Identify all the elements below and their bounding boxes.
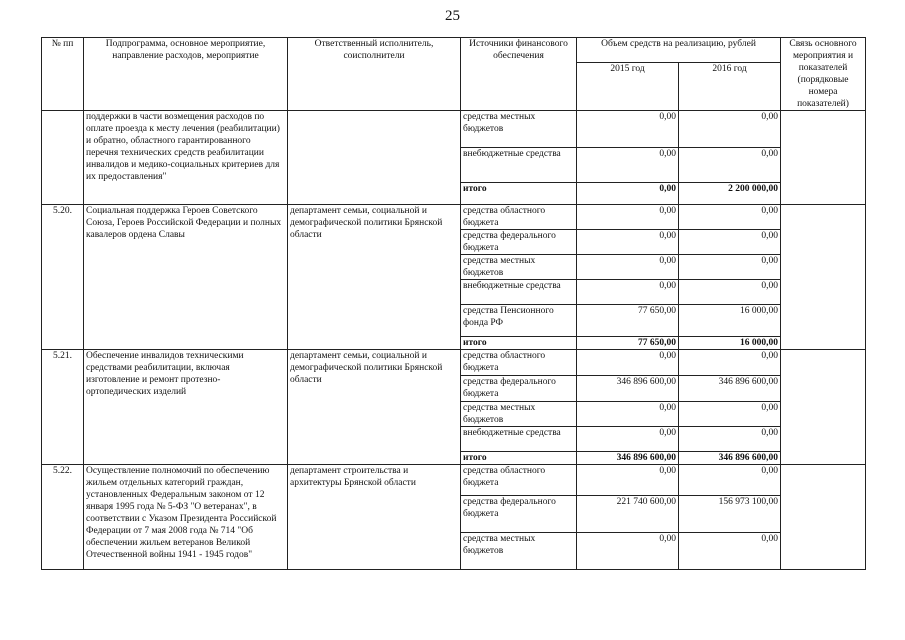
row-source: средства местных бюджетов: [461, 255, 577, 280]
table-row: [42, 205, 866, 230]
row-value-2015: 77 650,00: [577, 337, 679, 350]
row-program: Обеспечение инвалидов техническими средствами реабилитации, включая изготовление и ремонт протезно-ортопедических изделий: [84, 350, 288, 465]
row-source-total: итого: [461, 452, 577, 465]
row-value-2016: 0,00: [679, 255, 781, 280]
budget-table: [41, 37, 866, 570]
row-source: внебюджетные средства: [461, 427, 577, 452]
header-amount: Объем средств на реализацию, рублей: [577, 38, 781, 63]
header-num: № пп: [42, 38, 84, 111]
row-link: [781, 111, 866, 205]
row-source: средства местных бюджетов: [461, 402, 577, 427]
row-value-2016: 156 973 100,00: [679, 496, 781, 533]
row-value-2016: 0,00: [679, 111, 781, 148]
header-link: Связь основного мероприятия и показателей (порядковые номера показателей): [781, 38, 866, 111]
row-value-2015: 0,00: [577, 230, 679, 255]
row-value-2016: 0,00: [679, 465, 781, 496]
row-responsible: департамент семьи, социальной и демографической политики Брянской области: [288, 205, 461, 350]
row-source: средства местных бюджетов: [461, 111, 577, 148]
row-value-2016: 346 896 600,00: [679, 376, 781, 402]
row-value-2015: 0,00: [577, 255, 679, 280]
row-value-2016: 0,00: [679, 533, 781, 570]
row-source: средства Пенсионного фонда РФ: [461, 305, 577, 337]
row-responsible: департамент строительства и архитектуры Брянской области: [288, 465, 461, 570]
row-source: средства федерального бюджета: [461, 230, 577, 255]
row-value-2015: 0,00: [577, 350, 679, 376]
row-value-2015: 0,00: [577, 402, 679, 427]
table-row: [42, 350, 866, 376]
row-link: [781, 205, 866, 350]
row-value-2015: 0,00: [577, 427, 679, 452]
table-row: [42, 465, 866, 496]
row-responsible: департамент семьи, социальной и демографической политики Брянской области: [288, 350, 461, 465]
row-program: Осуществление полномочий по обеспечению жильем отдельных категорий граждан, установленных Федеральным законом от 12 января 1995 года № 5-ФЗ "О ветеранах", в соответствии с Указом Президента Российской Федерации от 7 мая 2008 года № 714 "Об обеспечении жильем ветеранов Великой Отечественной войны 1941 - 1945 годов": [84, 465, 288, 570]
row-value-2015: 77 650,00: [577, 305, 679, 337]
row-responsible: [288, 111, 461, 205]
header-sources: Источники финансового обеспечения: [461, 38, 577, 111]
row-value-2016: 0,00: [679, 205, 781, 230]
row-value-2015: 0,00: [577, 111, 679, 148]
row-value-2016: 16 000,00: [679, 337, 781, 350]
row-source: средства областного бюджета: [461, 465, 577, 496]
row-value-2016: 2 200 000,00: [679, 183, 781, 205]
row-value-2016: 346 896 600,00: [679, 452, 781, 465]
header-year-2015: 2015 год: [577, 63, 679, 111]
row-value-2015: 0,00: [577, 465, 679, 496]
table-row: [42, 111, 866, 148]
row-value-2016: 0,00: [679, 350, 781, 376]
row-num: [42, 111, 84, 205]
row-value-2015: 0,00: [577, 533, 679, 570]
row-source-total: итого: [461, 183, 577, 205]
row-program: поддержки в части возмещения расходов по оплате проезда к месту лечения (реабилитации) и обратно, областного гарантированного перечня технических средств реабилитации инвалидов и медико-социальных критериев для их предоставления": [84, 111, 288, 205]
row-value-2015: 0,00: [577, 148, 679, 183]
row-source: внебюджетные средства: [461, 280, 577, 305]
row-value-2016: 0,00: [679, 148, 781, 183]
row-value-2015: 0,00: [577, 205, 679, 230]
row-num: 5.20.: [42, 205, 84, 350]
row-value-2015: 346 896 600,00: [577, 452, 679, 465]
row-source: средства областного бюджета: [461, 205, 577, 230]
row-value-2015: 221 740 600,00: [577, 496, 679, 533]
row-source: средства местных бюджетов: [461, 533, 577, 570]
row-value-2015: 0,00: [577, 183, 679, 205]
header-responsible: Ответственный исполнитель, соисполнители: [288, 38, 461, 111]
header-row: [42, 38, 866, 63]
row-value-2016: 0,00: [679, 402, 781, 427]
row-value-2015: 0,00: [577, 280, 679, 305]
row-source: средства федерального бюджета: [461, 376, 577, 402]
row-link: [781, 465, 866, 570]
page-number: 25: [445, 8, 460, 24]
row-num: 5.21.: [42, 350, 84, 465]
row-source-total: итого: [461, 337, 577, 350]
header-year-2016: 2016 год: [679, 63, 781, 111]
row-value-2016: 16 000,00: [679, 305, 781, 337]
row-value-2016: 0,00: [679, 230, 781, 255]
row-value-2015: 346 896 600,00: [577, 376, 679, 402]
row-source: внебюджетные средства: [461, 148, 577, 183]
row-program: Социальная поддержка Героев Советского Союза, Героев Российской Федерации и полных кавалеров ордена Славы: [84, 205, 288, 350]
row-source: средства федерального бюджета: [461, 496, 577, 533]
header-program: Подпрограмма, основное мероприятие, направление расходов, мероприятие: [84, 38, 288, 111]
row-value-2016: 0,00: [679, 280, 781, 305]
row-source: средства областного бюджета: [461, 350, 577, 376]
row-link: [781, 350, 866, 465]
row-value-2016: 0,00: [679, 427, 781, 452]
row-num: 5.22.: [42, 465, 84, 570]
